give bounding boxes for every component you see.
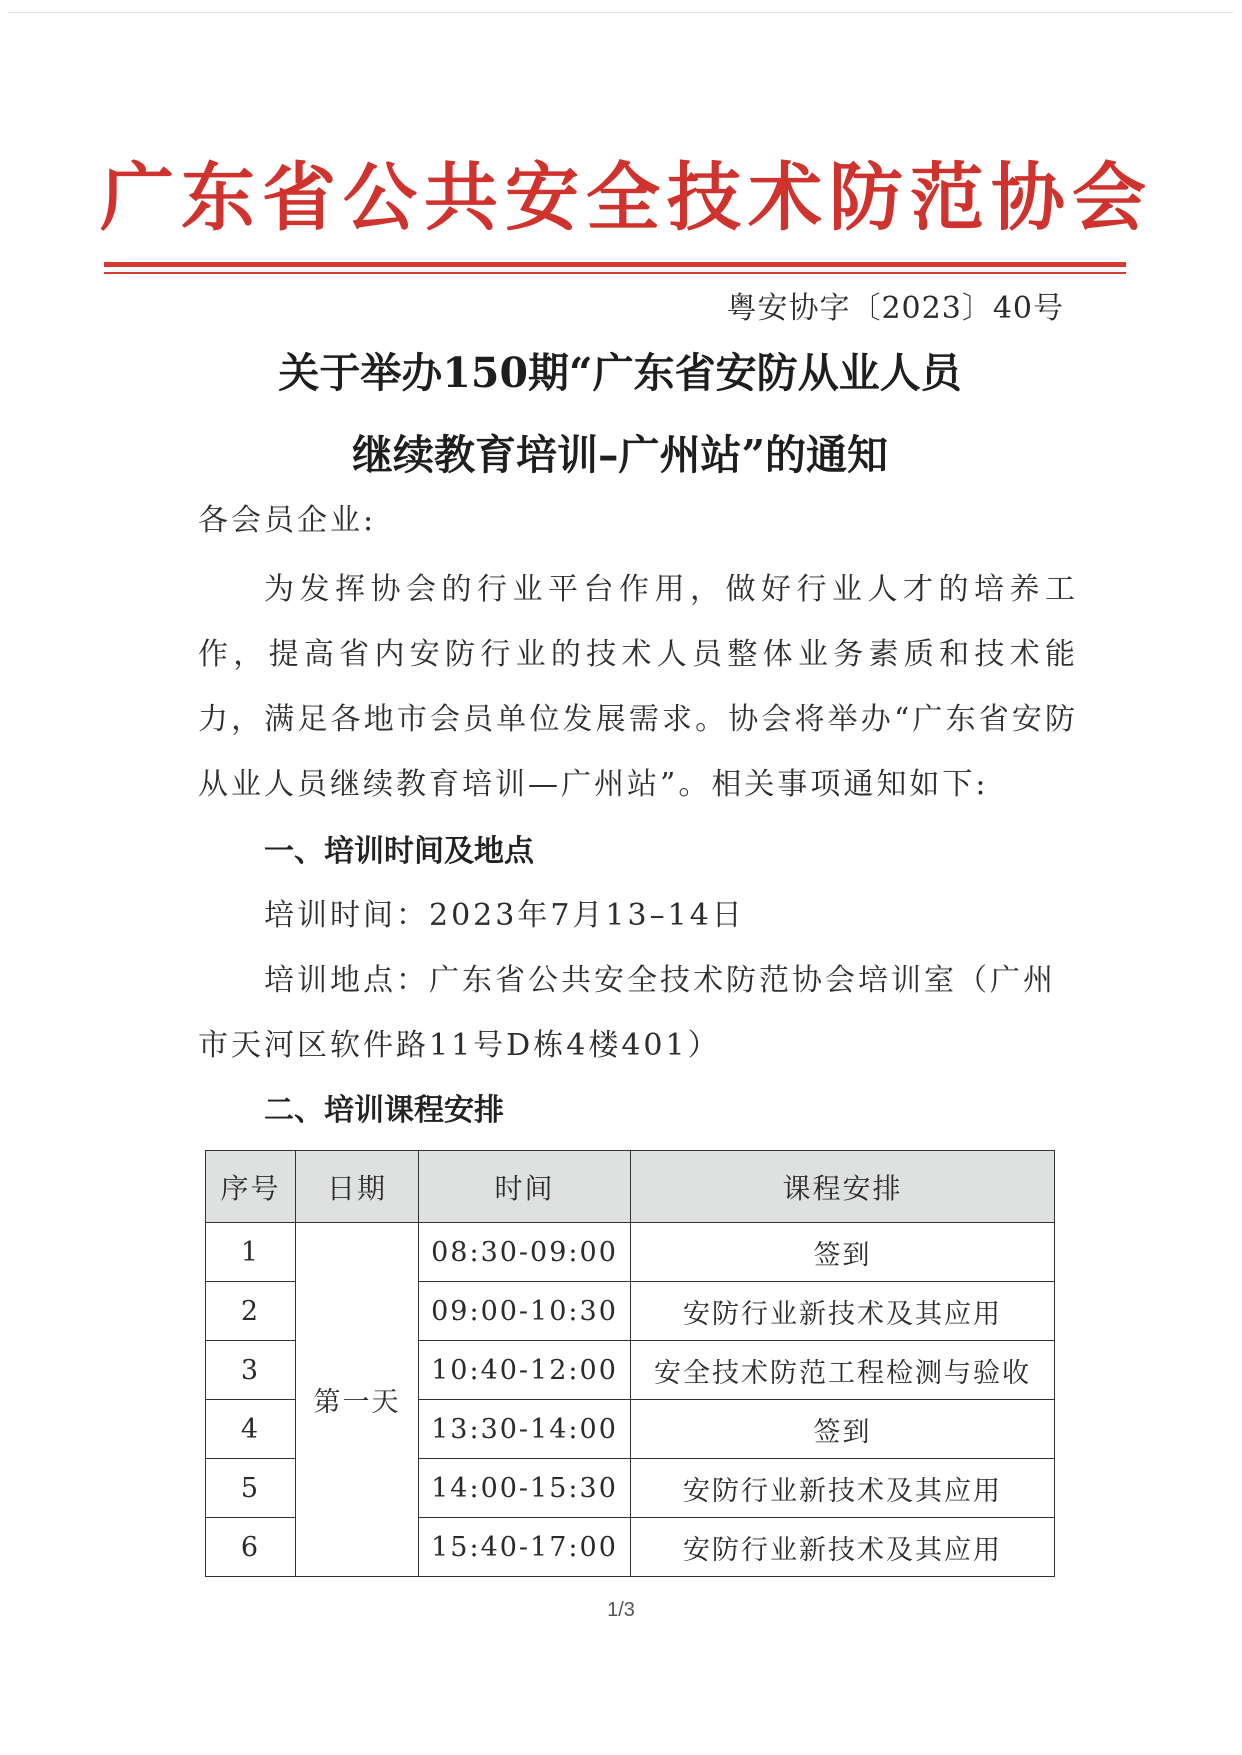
letterhead-organization: 广东省公共安全技术防范协会 (100, 155, 1153, 241)
row-seq: 5 (206, 1459, 296, 1518)
training-place-line-2: 市天河区软件路11号D栋4楼401） (198, 1028, 721, 1063)
schedule-table (205, 1150, 1055, 1577)
page-number: 1/3 (607, 1599, 635, 1621)
row-time: 15:40-17:00 (419, 1518, 631, 1577)
row-time: 10:40-12:00 (419, 1341, 631, 1400)
table-row (206, 1223, 1055, 1282)
row-course: 安全技术防范工程检测与验收 (631, 1341, 1055, 1400)
scan-edge-line (8, 12, 1234, 13)
row-course: 签到 (631, 1400, 1055, 1459)
row-seq: 2 (206, 1282, 296, 1341)
row-course: 安防行业新技术及其应用 (631, 1459, 1055, 1518)
row-time: 09:00-10:30 (419, 1282, 631, 1341)
header-course: 课程安排 (631, 1151, 1055, 1223)
table-header-row (206, 1151, 1055, 1223)
day-label: 第一天 (296, 1223, 419, 1577)
header-date: 日期 (296, 1151, 419, 1223)
intro-paragraph: 为发挥协会的行业平台作用，做好行业人才的培养工作，提高省内安防行业的技术人员整体业务素质和技术能力，满足各地市会员单位发展需求。协会将举办“广东省安防从业人员继续教育培训—广州站”。相关事项通知如下: (198, 572, 1078, 802)
row-seq: 6 (206, 1518, 296, 1577)
row-seq: 3 (206, 1341, 296, 1400)
notice-title-line-2: 继续教育培训–广州站”的通知 (351, 431, 889, 479)
row-seq: 4 (206, 1400, 296, 1459)
letterhead-red-rule-thick (104, 262, 1126, 267)
section-heading-schedule: 二、培训课程安排 (264, 1093, 504, 1128)
header-time: 时间 (419, 1151, 631, 1223)
row-time: 14:00-15:30 (419, 1459, 631, 1518)
row-time: 13:30-14:00 (419, 1400, 631, 1459)
salutation: 各会员企业: (198, 503, 377, 538)
letterhead-red-rule-thin (104, 272, 1126, 274)
row-course: 签到 (631, 1223, 1055, 1282)
section-heading-time-place: 一、培训时间及地点 (264, 834, 534, 869)
training-time: 培训时间：2023年7月13–14日 (264, 898, 745, 933)
row-course: 安防行业新技术及其应用 (631, 1518, 1055, 1577)
row-course: 安防行业新技术及其应用 (631, 1282, 1055, 1341)
notice-title-line-1: 关于举办150期“广东省安防从业人员 (278, 349, 962, 397)
row-seq: 1 (206, 1223, 296, 1282)
header-seq: 序号 (206, 1151, 296, 1223)
row-time: 08:30-09:00 (419, 1223, 631, 1282)
document-number: 粤安协字〔2023〕40号 (726, 291, 1064, 326)
training-place-line-1: 培训地点：广东省公共安全技术防范协会培训室（广州 (264, 963, 1056, 998)
